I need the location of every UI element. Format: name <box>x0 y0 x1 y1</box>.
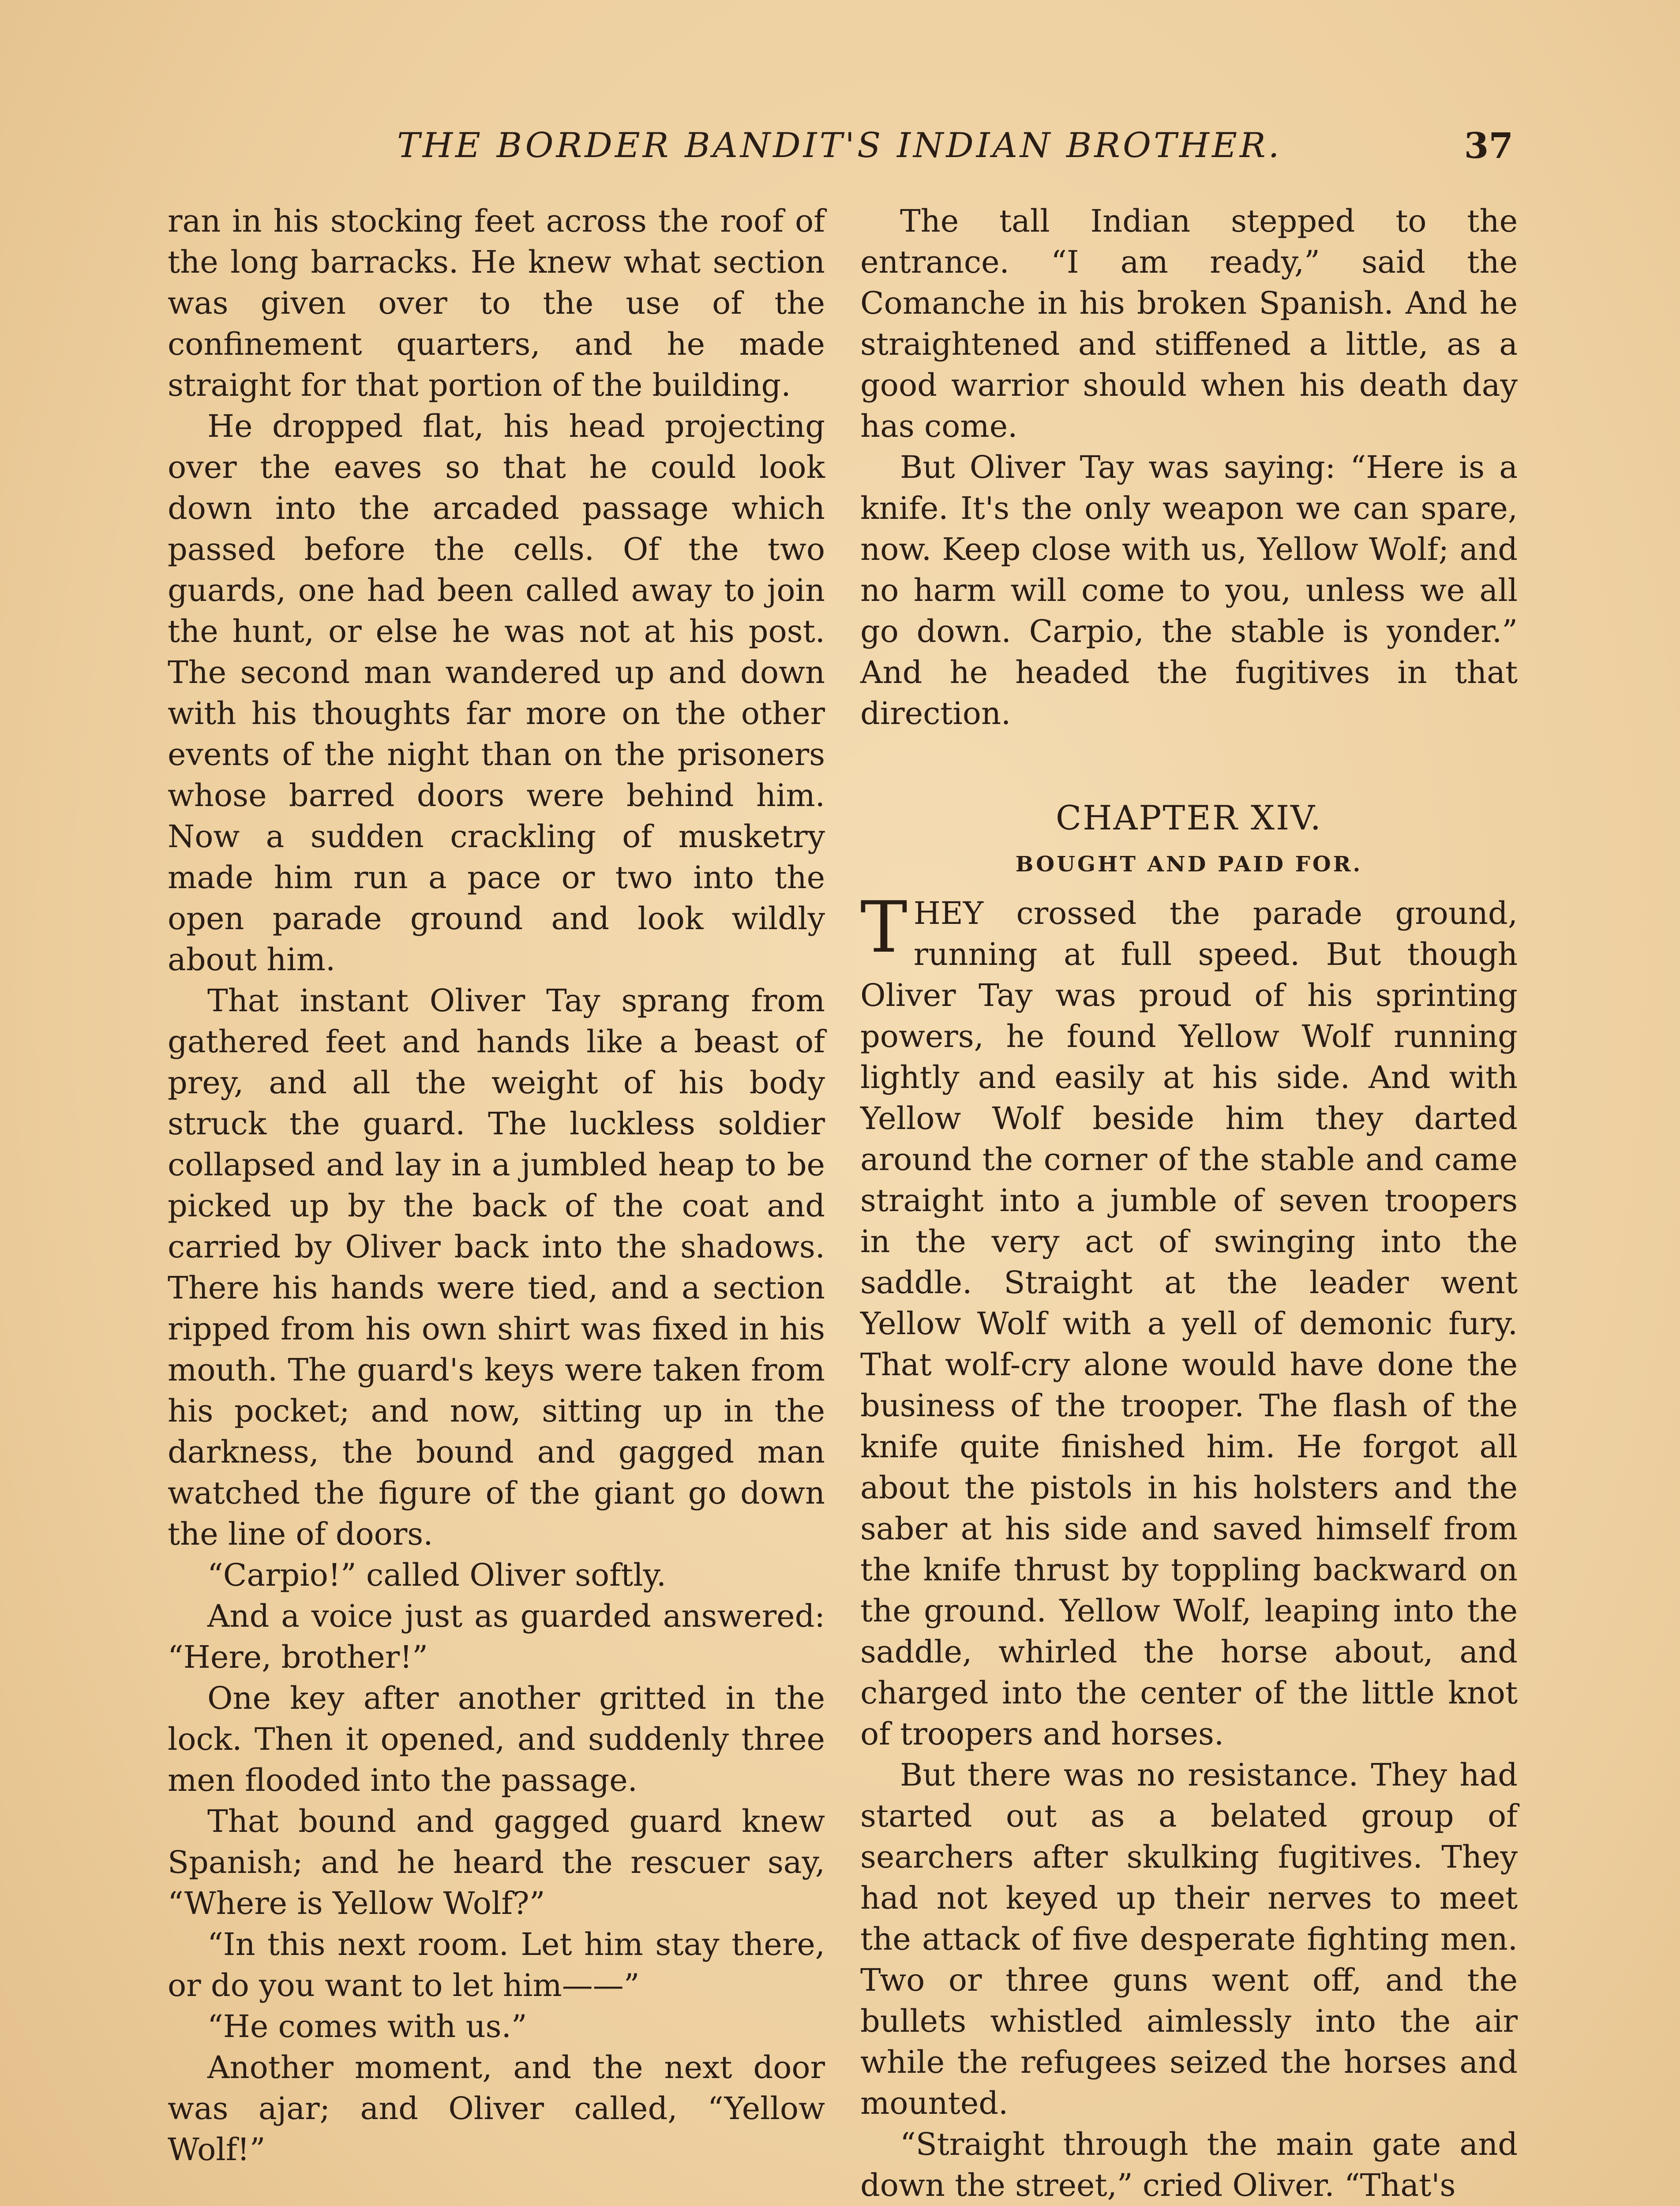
page-number: 37 <box>1464 125 1513 166</box>
drop-cap: T <box>860 886 908 968</box>
paragraph: Another moment, and the next door was ajar; and Oliver called, “Yellow Wolf!” <box>168 2049 825 2168</box>
right-column <box>860 201 1518 2206</box>
chapter-subtitle: BOUGHT AND PAID FOR. <box>1015 852 1363 877</box>
left-column <box>168 201 825 2170</box>
paragraph: ran in his stocking feet across the roof of the long barracks. He knew what section was given over to the use of the confinement quarters, and he made straight for that portion of the building. <box>168 203 825 403</box>
chapter-opening-paragraph <box>860 886 1518 1755</box>
chapter-title: CHAPTER XIV. <box>1056 798 1322 837</box>
running-title: THE BORDER BANDIT'S INDIAN BROTHER. <box>397 126 1282 165</box>
paragraph: But there was no resistance. They had started out as a belated group of searchers after skulking fugitives. They had not keyed up their nerves to meet the attack of five desperate fighting men. Two or three guns went off, and the bullets whistled aimlessly into the air while the refugees seized the horses and mounted. <box>860 1757 1518 2121</box>
paragraph: He dropped flat, his head projecting over the eaves so that he could look down into the arcaded passage which passed before the cells. Of the two guards, one had been called away to join the hunt, or else he was not at his post. The second man wandered up and down with his thoughts far more on the other events of the night than on the prisoners whose barred doors were behind him. Now a sudden crackling of musketry made him run a pace or two into the open parade ground and look wildly about him. <box>168 408 825 978</box>
paragraph: That bound and gagged guard knew Spanish; and he heard the rescuer say, “Where is Yellow Wolf?” <box>168 1803 825 1921</box>
paragraph: The tall Indian stepped to the entrance. “I am ready,” said the Comanche in his broken Spanish. And he straightened and stiffened a little, as a good warrior should when his death day has come. <box>860 203 1518 444</box>
paragraph: And a voice just as guarded answered: “Here, brother!” <box>168 1598 825 1675</box>
opening-text: HEY crossed the parade ground, running at full speed. But though Oliver Tay was proud of his sprinting powers, he found Yellow Wolf running lightly and easily at his side. And with Yellow Wolf beside him they darted around the corner of the stable and came straight into a jumble of seven troopers in the very act of swinging into the saddle. Straight at the leader went Yellow Wolf with a yell of demonic fury. That wolf-cry alone would have done the business of the trooper. The flash of the knife quite finished him. He forgot all about the pistols in his holsters and the saber at his side and saved himself from the knife thrust by toppling backward on the ground. Yellow Wolf, leaping into the saddle, whirled the horse about, and charged into the center of the little knot of troopers and horses. <box>860 895 1518 1752</box>
paragraph: One key after another gritted in the lock. Then it opened, and suddenly three men flooded into the passage. <box>168 1680 825 1798</box>
paragraph: “He comes with us.” <box>207 2008 527 2045</box>
paragraph: That instant Oliver Tay sprang from gathered feet and hands like a beast of prey, and all the weight of his body struck the guard. The luckless soldier collapsed and lay in a jumbled heap to be picked up by the back of the coat and carried by Oliver back into the shadows. There his hands were tied, and a section ripped from his own shirt was fixed in his mouth. The guard's keys were taken from his pocket; and now, sitting up in the darkness, the bound and gagged man watched the figure of the giant go down the line of doors. <box>168 983 825 1552</box>
paragraph: “Carpio!” called Oliver softly. <box>207 1557 667 1593</box>
page-header <box>168 119 1513 176</box>
paragraph: But Oliver Tay was saying: “Here is a knife. It's the only weapon we can spare, now. Keep close with us, Yellow Wolf; and no harm will come to you, unless we all go down. Carpio, the stable is yonder.” And he headed the fugitives in that direction. <box>860 449 1518 732</box>
paragraph: “Straight through the main gate and down the street,” cried Oliver. “That's <box>860 2126 1518 2203</box>
paragraph: “In this next room. Let him stay there, or do you want to let him——” <box>168 1926 825 2003</box>
